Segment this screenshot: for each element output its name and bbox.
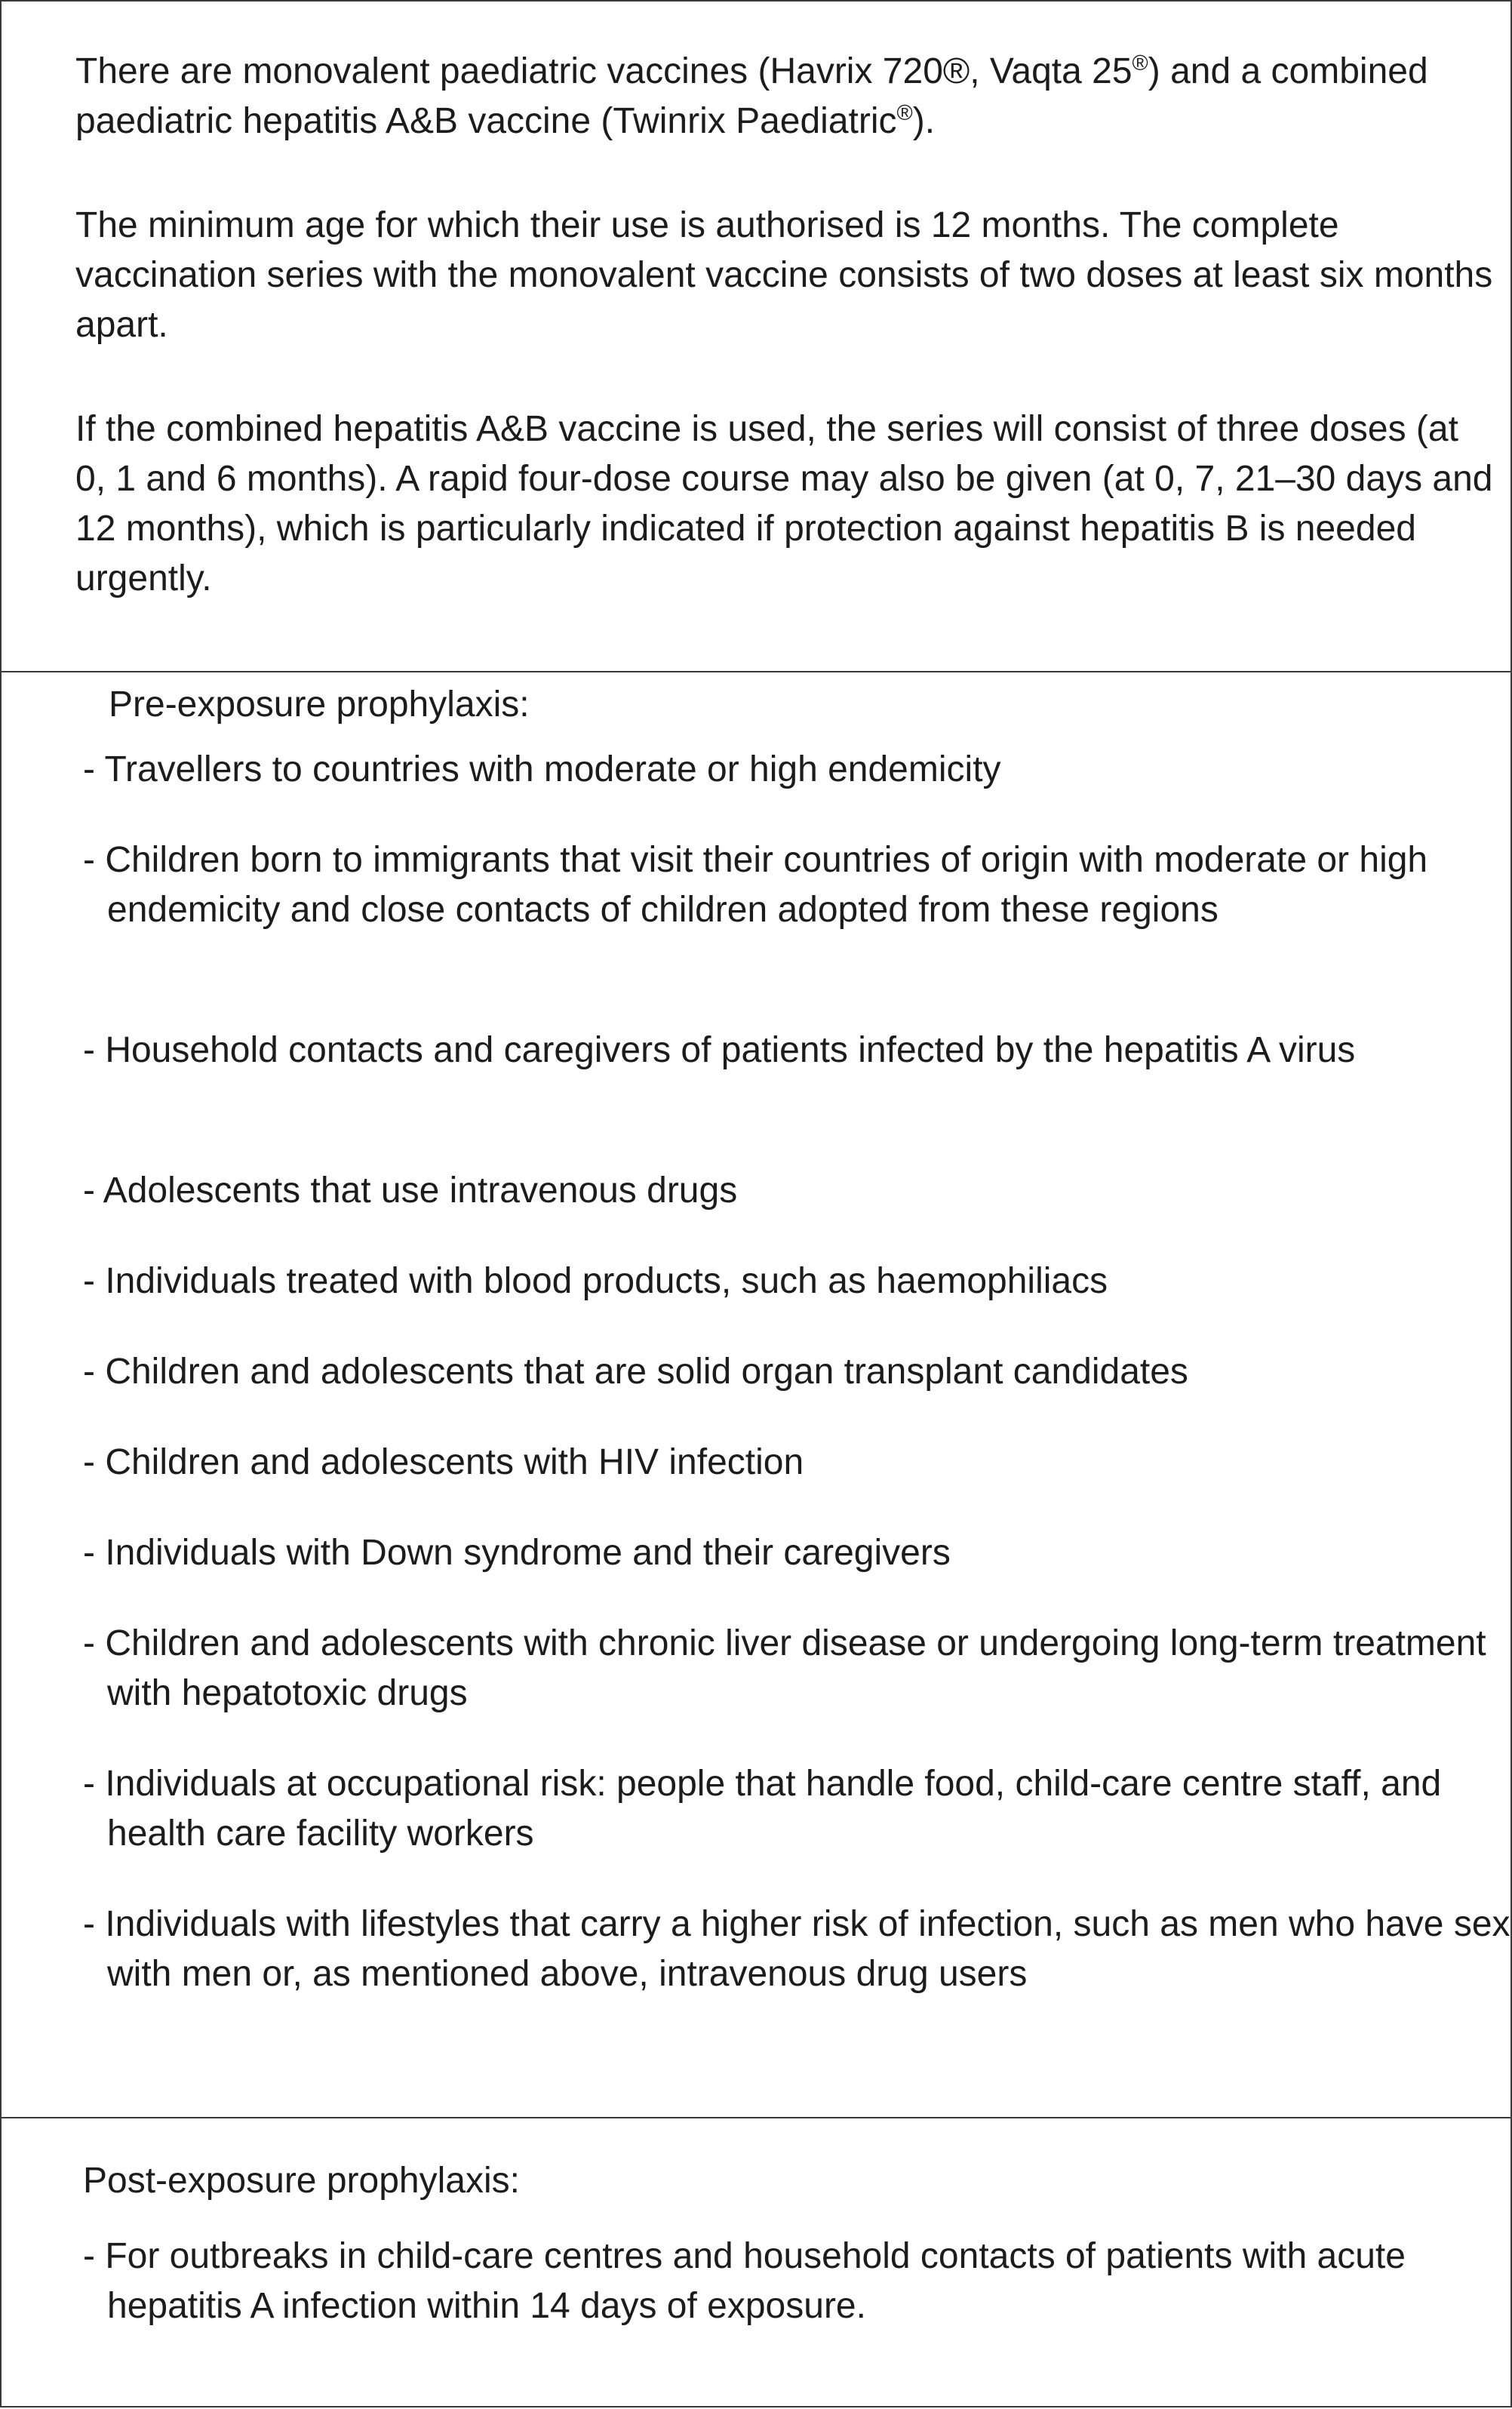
list-item: - Children and adolescents with chronic liver disease or undergoing long-term treatment with hepatotoxic drugs <box>83 1623 1486 1713</box>
list-item: - For outbreaks in child-care centres and household contacts of patients with acute hepatitis A infection within 14 days of exposure. <box>83 2236 1406 2326</box>
list-item: - Household contacts and caregivers of patients infected by the hepatitis A virus <box>83 1030 1356 1070</box>
minimum-age-paragraph: The minimum age for which their use is authorised is 12 months. The complete vaccination series with the monovalent vaccine consists of two doses at least six months apart. <box>75 205 1493 345</box>
list-item: - Travellers to countries with moderate or high endemicity <box>83 749 1001 789</box>
list-item: - Children born to immigrants that visit their countries of origin with moderate or high endemicity and close contacts of children adopted from these regions <box>83 840 1428 930</box>
list-item: - Individuals with Down syndrome and their caregivers <box>83 1533 951 1573</box>
vaccines-paragraph: There are monovalent paediatric vaccines (Havrix 720®, Vaqta 25®) and a combined paediatric hepatitis A&B vaccine (Twinrix Paediatric®). <box>75 51 1428 141</box>
list-item: - Individuals with lifestyles that carry a higher risk of infection, such as men who have sex with men or, as mentioned above, intravenous drug users <box>83 1904 1510 1994</box>
pre-exposure-heading: Pre-exposure prophylaxis: <box>109 685 530 725</box>
vaccine-description-section <box>2 2 1510 669</box>
list-item: - Adolescents that use intravenous drugs <box>83 1171 738 1211</box>
post-exposure-heading: Post-exposure prophylaxis: <box>83 2161 520 2201</box>
list-item: - Children and adolescents that are solid organ transplant candidates <box>83 1352 1188 1392</box>
post-exposure-section <box>2 2117 1510 2407</box>
list-item: - Individuals treated with blood products, such as haemophiliacs <box>83 1261 1108 1301</box>
combined-vaccine-paragraph: If the combined hepatitis A&B vaccine is used, the series will consist of three doses (at 0, 1 and 6 months). A rapid four-dose course may also be given (at 0, 7, 21–30 days and 12 months), which is particularly indicated if protection against hepatitis B is needed urgently. <box>75 409 1493 598</box>
list-item: - Individuals at occupational risk: people that handle food, child-care centre staff, and health care facility workers <box>83 1764 1442 1854</box>
list-item: - Children and adolescents with HIV infection <box>83 1442 804 1482</box>
pre-exposure-section <box>2 671 1510 2117</box>
